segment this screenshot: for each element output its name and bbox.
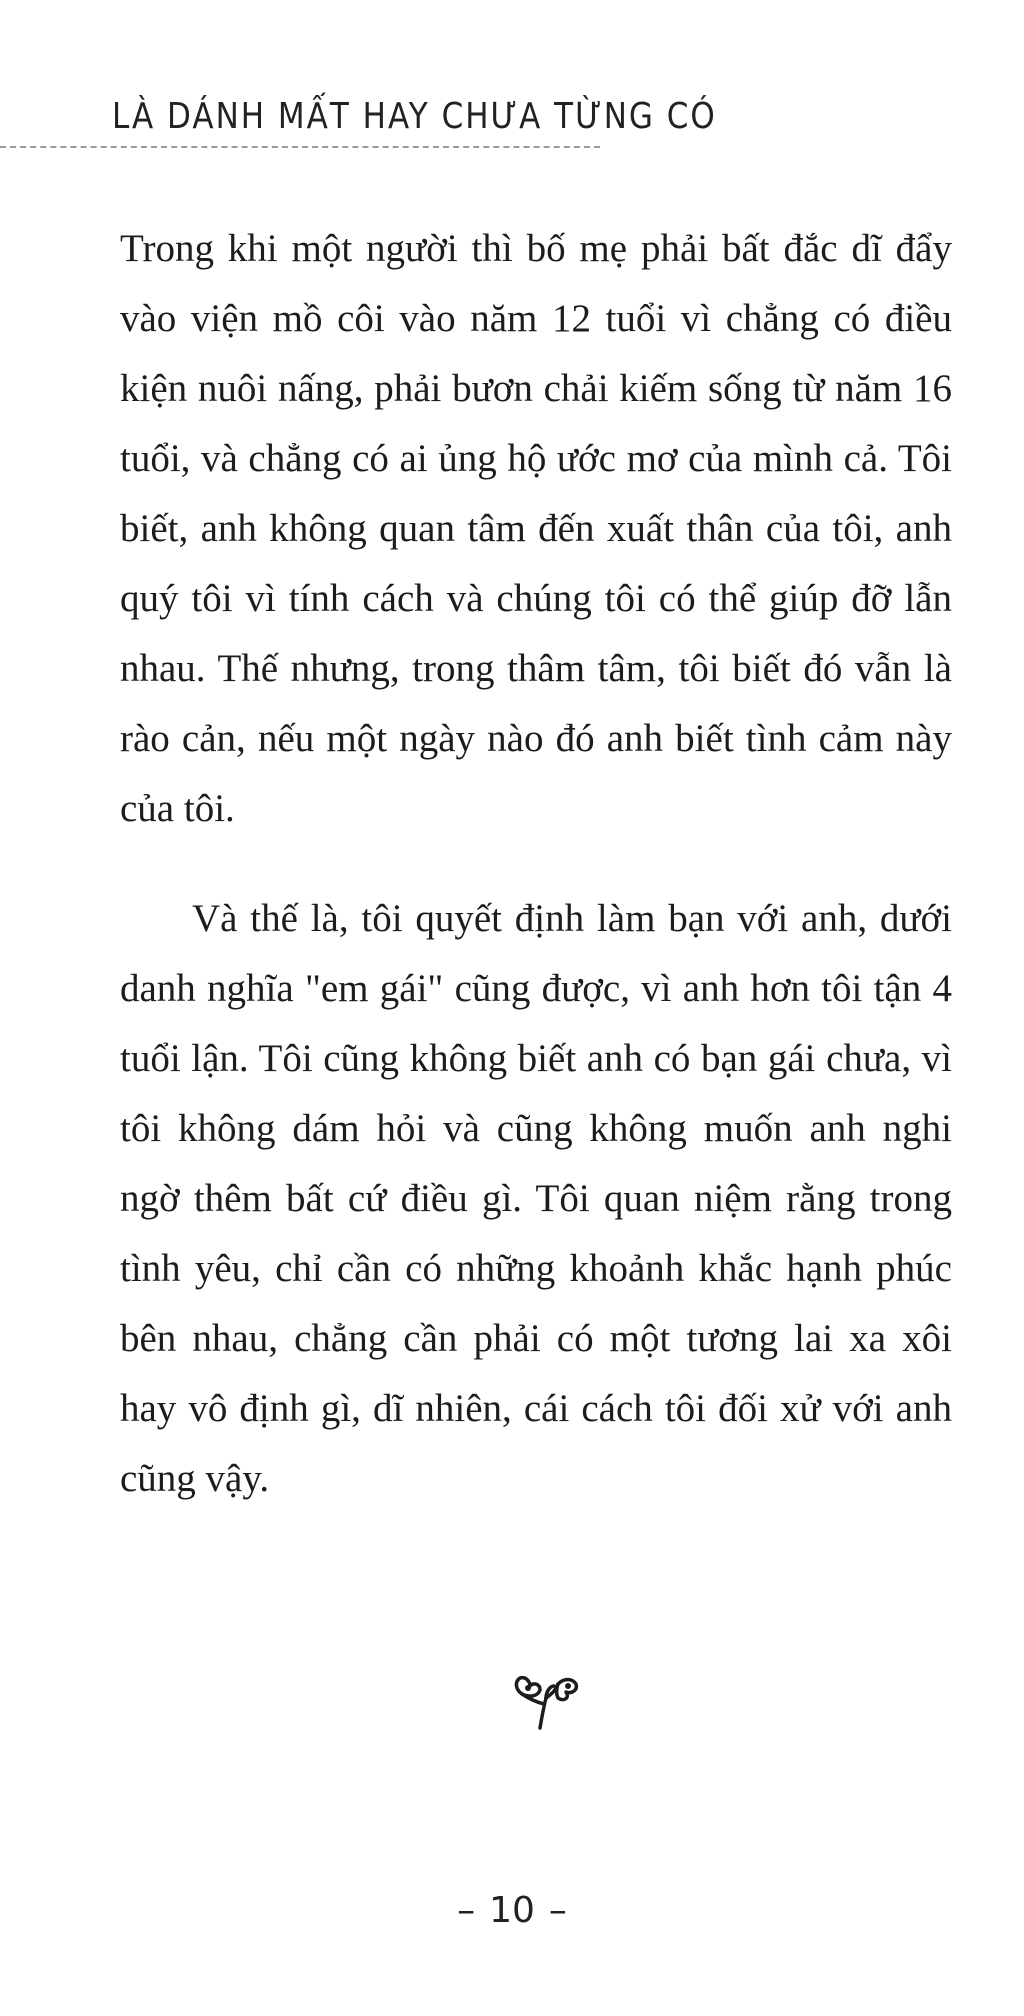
- page-number-dash-right: –: [548, 1890, 567, 1931]
- page-number-dash-left: –: [457, 1890, 476, 1931]
- paragraph-1: Trong khi một người thì bố mẹ phải bất đắc dĩ đẩy vào viện mồ côi vào năm 12 tuổi vì chẳng có điều kiện nuôi nấng, phải bươn chải kiếm sống từ năm 16 tuổi, và chẳng có ai ủng hộ ước mơ của mình cả. Tôi biết, anh không quan tâm đến xuất thân của tôi, anh quý tôi vì tính cách và chúng tôi có thể giúp đỡ lẫn nhau. Thế nhưng, trong thâm tâm, tôi biết đó vẫn là rào cản, nếu một ngày nào đó anh biết tình cảm này của tôi.: [120, 227, 952, 830]
- body-text: [120, 214, 952, 1514]
- paragraph-2: Và thế là, tôi quyết định làm bạn với anh, dưới danh nghĩa "em gái" cũng được, vì anh hơn tôi tận 4 tuổi lận. Tôi cũng không biết anh có bạn gái chưa, vì tôi không dám hỏi và cũng không muốn anh nghi ngờ thêm bất cứ điều gì. Tôi quan niệm rằng trong tình yêu, chỉ cần có những khoảnh khắc hạnh phúc bên nhau, chẳng cần phải có một tương lai xa xôi hay vô định gì, dĩ nhiên, cái cách tôi đối xử với anh cũng vậy.: [120, 897, 952, 1500]
- flower-ornament-icon: [506, 1660, 586, 1740]
- running-header-title: LÀ DÁNH MẤT HAY CHƯA TỪNG CÓ: [112, 96, 717, 138]
- header-dashed-rule: [0, 146, 600, 148]
- page-number-value: 10: [489, 1890, 535, 1931]
- page-number: [0, 1890, 1024, 1931]
